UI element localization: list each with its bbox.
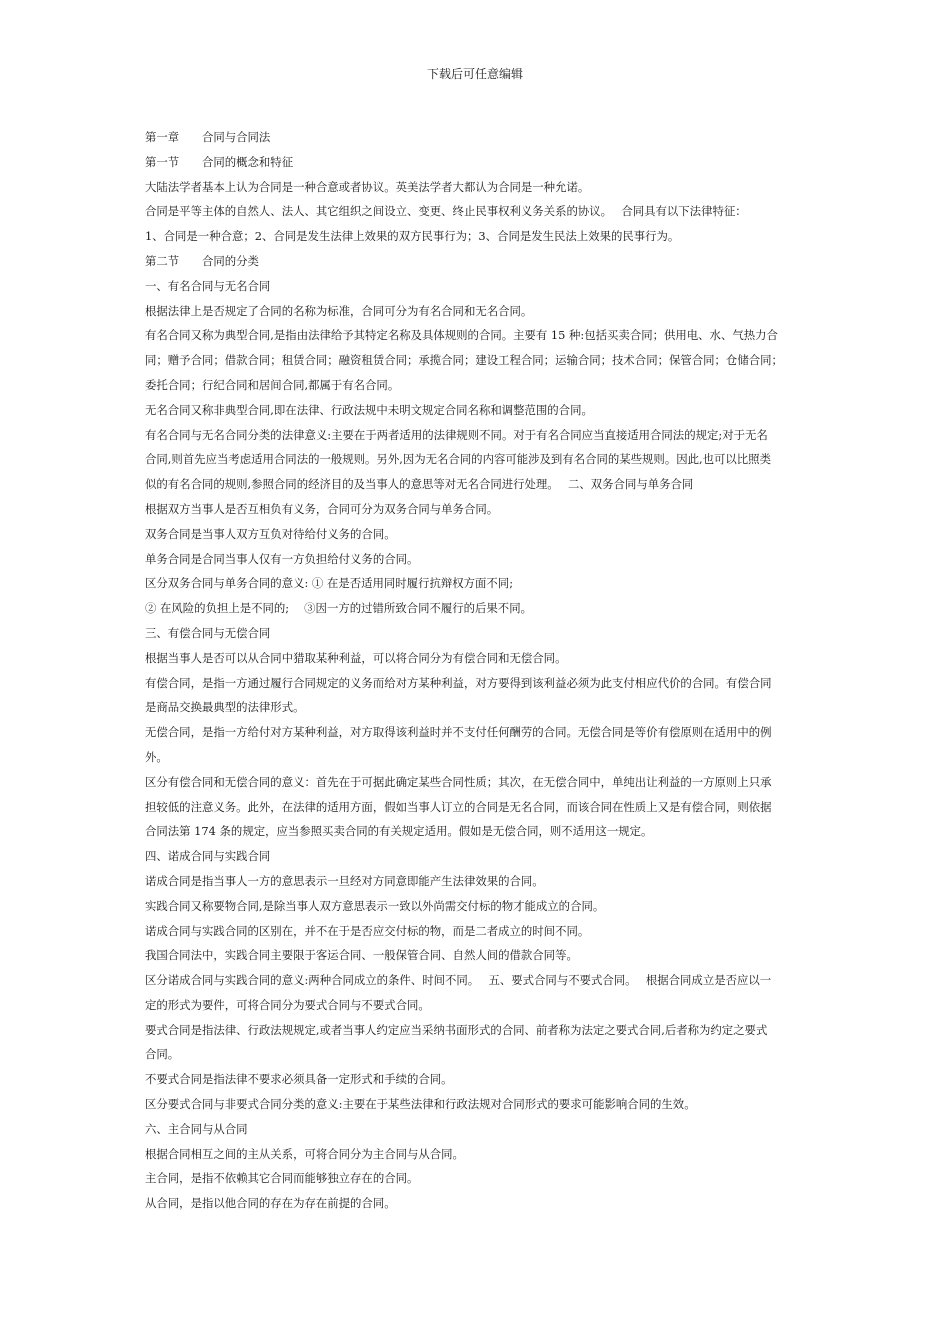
text-line: 第一节 合同的概念和特征 bbox=[145, 154, 294, 169]
text-line: 合同,则首先应当考虑适用合同法的一般规则。另外,因为无名合同的内容可能涉及到有名合同的某些规则。因此,也可以比照类 bbox=[145, 452, 771, 467]
text-line: 诺成合同与实践合同的区别在，并不在于是否应交付标的物，而是二者成立的时间不同。 bbox=[145, 923, 590, 938]
text-line: 从合同，是指以他合同的存在为存在前提的合同。 bbox=[145, 1196, 396, 1211]
text-line: 单务合同是合同当事人仅有一方负担给付义务的合同。 bbox=[145, 551, 419, 566]
text-line: 区分诺成合同与实践合同的意义:两种合同成立的条件、时间不同。 五、要式合同与不要式合同。 根据合同成立是否应以一 bbox=[145, 973, 772, 988]
text-line: 双务合同是当事人双方互负对待给付义务的合同。 bbox=[145, 526, 396, 541]
text-line: 第二节 合同的分类 bbox=[145, 253, 259, 268]
text-line: 是商品交换最典型的法律形式。 bbox=[145, 700, 305, 715]
text-line: 区分要式合同与非要式合同分类的意义:主要在于某些法律和行政法规对合同形式的要求可能影响合同的生效。 bbox=[145, 1097, 696, 1112]
text-line: 合同。 bbox=[145, 1047, 180, 1062]
page-header: 下载后可任意编辑 bbox=[426, 67, 523, 81]
text-line: 似的有名合同的规则,参照合同的经济目的及当事人的意思等对无名合同进行处理。 二、双务合同与单务合同 bbox=[145, 477, 694, 492]
text-line: 第一章 合同与合同法 bbox=[145, 130, 271, 144]
text-line: 根据双方当事人是否互相负有义务，合同可分为双务合同与单务合同。 bbox=[145, 501, 499, 516]
text-line: 根据合同相互之间的主从关系，可将合同分为主合同与从合同。 bbox=[145, 1146, 464, 1161]
text-line: 无名合同又称非典型合同,即在法律、行政法规中未明文规定合同名称和调整范围的合同。 bbox=[145, 402, 593, 417]
text-line: 无偿合同，是指一方给付对方某种利益，对方取得该利益时并不支付任何酬劳的合同。无偿合同是等价有偿原则在适用中的例 bbox=[145, 725, 772, 740]
text-line: 合同是平等主体的自然人、法人、其它组织之间设立、变更、终止民事权利义务关系的协议。 合同具有以下法律特征： bbox=[145, 204, 747, 219]
text-line: 四、诺成合同与实践合同 bbox=[145, 849, 271, 864]
text-line: 三、有偿合同与无偿合同 bbox=[145, 625, 271, 640]
text-line: 一、有名合同与无名合同 bbox=[145, 278, 271, 293]
text-line: 合同法第 174 条的规定，应当参照买卖合同的有关规定适用。假如是无偿合同，则不适用这一规定。 bbox=[145, 824, 653, 839]
text-line: 根据法律上是否规定了合同的名称为标准，合同可分为有名合同和无名合同。 bbox=[145, 303, 533, 318]
text-line: 1、合同是一种合意；2、合同是发生法律上效果的双方民事行为；3、合同是发生民法上效果的民事行为。 bbox=[145, 229, 680, 244]
text-line: 六、主合同与从合同 bbox=[145, 1121, 248, 1136]
text-line: 主合同，是指不依赖其它合同而能够独立存在的合同。 bbox=[145, 1171, 419, 1186]
text-line: 外。 bbox=[145, 749, 168, 764]
document-body bbox=[145, 125, 815, 1216]
text-line: 根据当事人是否可以从合同中猎取某种利益，可以将合同分为有偿合同和无偿合同。 bbox=[145, 650, 567, 665]
text-line: 委托合同；行纪合同和居间合同,都属于有名合同。 bbox=[145, 377, 400, 392]
text-line: 大陆法学者基本上认为合同是一种合意或者协议。英美法学者大都认为合同是一种允诺。 bbox=[145, 179, 590, 194]
text-line: 有偿合同，是指一方通过履行合同规定的义务而给对方某种利益，对方要得到该利益必须为此支付相应代价的合同。有偿合同 bbox=[145, 675, 772, 690]
text-line: ② 在风险的负担上是不同的; ③因一方的过错所致合同不履行的后果不同。 bbox=[145, 601, 532, 616]
text-line: 担较低的注意义务。此外，在法律的适用方面，假如当事人订立的合同是无名合同，而该合同在性质上又是有偿合同，则依据 bbox=[145, 799, 772, 814]
text-line: 要式合同是指法律、行政法规规定,或者当事人约定应当采纳书面形式的合同、前者称为法定之要式合同,后者称为约定之要式 bbox=[145, 1022, 768, 1037]
text-line: 诺成合同是指当事人一方的意思表示一旦经对方同意即能产生法律效果的合同。 bbox=[145, 873, 544, 888]
text-line: 区分双务合同与单务合同的意义: ① 在是否适用同时履行抗辩权方面不同; bbox=[145, 576, 514, 591]
text-line: 不要式合同是指法律不要求必须具备一定形式和手续的合同。 bbox=[145, 1072, 453, 1087]
text-line: 定的形式为要件，可将合同分为要式合同与不要式合同。 bbox=[145, 997, 430, 1012]
text-line: 同；赠予合同；借款合同；租赁合同；融资租赁合同；承揽合同；建设工程合同；运输合同；技术合同；保管合同；仓储合同； bbox=[145, 353, 783, 368]
text-line: 实践合同又称要物合同,是除当事人双方意思表示一致以外尚需交付标的物才能成立的合同。 bbox=[145, 898, 605, 913]
text-line: 有名合同与无名合同分类的法律意义:主要在于两者适用的法律规则不同。对于有名合同应当直接适用合同法的规定;对于无名 bbox=[145, 427, 768, 442]
text-line: 我国合同法中，实践合同主要限于客运合同、一般保管合同、自然人间的借款合同等。 bbox=[145, 948, 578, 963]
text-line: 区分有偿合同和无偿合同的意义：首先在于可据此确定某些合同性质；其次，在无偿合同中，单纯出让利益的一方原则上只承 bbox=[145, 774, 772, 789]
text-line: 有名合同又称为典型合同,是指由法律给予其特定名称及具体规则的合同。主要有 15 种:包括买卖合同；供用电、水、气热力合 bbox=[145, 328, 778, 343]
